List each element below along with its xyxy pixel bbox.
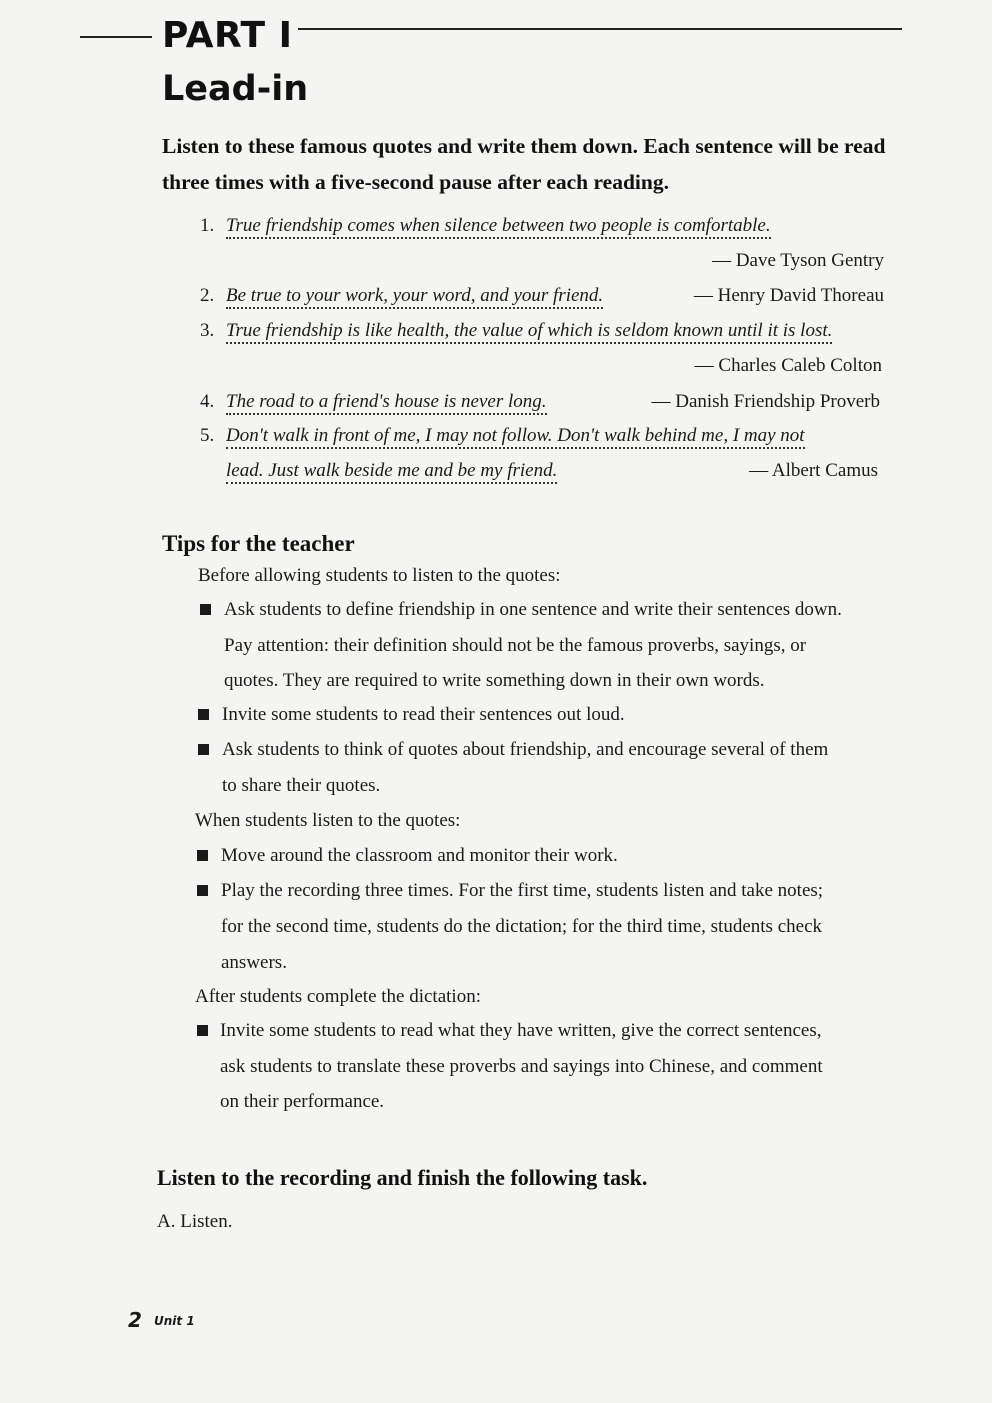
quote-author-1: — Dave Tyson Gentry [712,250,884,271]
part-header [80,14,902,58]
quote-text [226,388,547,416]
tips-before-heading: Before allowing students to listen to the quotes: [198,565,561,586]
quote-author-2: — Henry David Thoreau [693,285,884,306]
quote-author-4: — Danish Friendship Proverb [651,391,880,412]
tips-list-item: ask students to translate these proverbs and sayings into Chinese, and comment [220,1056,823,1077]
tips-list-item: quotes. They are required to write something down in their own words. [224,670,765,691]
quote-text-4: The road to a friend's house is never long. [226,391,547,415]
tips-after-heading: After students complete the dictation: [195,986,481,1007]
task-sub: A. Listen. [157,1211,233,1232]
quote-text-1: True friendship comes when silence between two people is comfortable. [226,215,771,239]
bullet-icon [197,850,208,861]
tips-list-item: Pay attention: their definition should not be the famous proverbs, sayings, or [224,635,807,656]
quote-text [226,212,771,240]
tips-list-item: Ask students to define friendship in one sentence and write their sentences down. [224,599,842,620]
tips-list-item: to share their quotes. [222,775,381,796]
footer-unit: Unit 1 [154,1314,195,1328]
task-title: Listen to the recording and finish the following task. [157,1165,648,1190]
header-rule-left [80,36,152,38]
tips-list-item: for the second time, students do the dictation; for the third time, students check [221,916,822,937]
tips-during-heading: When students listen to the quotes: [195,810,461,831]
quote-number: 4. [200,391,215,412]
instructions: Listen to these famous quotes and write them down. Each sentence will be read three times with a five-second pause after each reading. [162,134,886,194]
quote-number: 5. [200,425,215,446]
page-number: 2 [128,1308,142,1332]
quote-number: 2. [200,285,215,306]
tips-list-item: Invite some students to read what they have written, give the correct sentences, [220,1020,822,1041]
section-title: Lead-in [162,69,309,109]
quote-text [226,317,832,345]
tips-list-item: answers. [221,952,287,973]
tips-title: Tips for the teacher [162,531,355,556]
quote-author-3: — Charles Caleb Colton [694,355,882,376]
quote-author-5: — Albert Camus [749,460,878,481]
quote-text-5a: Don't walk in front of me, I may not follow. Don't walk behind me, I may not [226,425,805,449]
tips-list-item: Invite some students to read their sentences out loud. [222,704,625,725]
quote-number: 1. [200,215,215,236]
quote-text [226,422,805,450]
bullet-icon [200,604,211,615]
bullet-icon [198,709,209,720]
bullet-icon [197,1025,208,1036]
header-rule-right [298,28,902,30]
tips-list-item: Play the recording three times. For the first time, students listen and take notes; [221,880,824,901]
part-title: PART I [162,15,293,56]
quote-text-3: True friendship is like health, the value of which is seldom known until it is lost. [226,320,832,344]
bullet-icon [197,885,208,896]
quote-text-2: Be true to your work, your word, and your friend. [226,285,603,309]
bullet-icon [198,744,209,755]
quote-number: 3. [200,320,215,341]
tips-list-item: Move around the classroom and monitor their work. [221,845,618,866]
quote-text [226,282,603,310]
tips-list-item: Ask students to think of quotes about friendship, and encourage several of them [222,739,829,760]
quote-text [226,457,557,485]
tips-list-item: on their performance. [220,1091,385,1112]
quote-text-5b: lead. Just walk beside me and be my friend. [226,460,557,484]
